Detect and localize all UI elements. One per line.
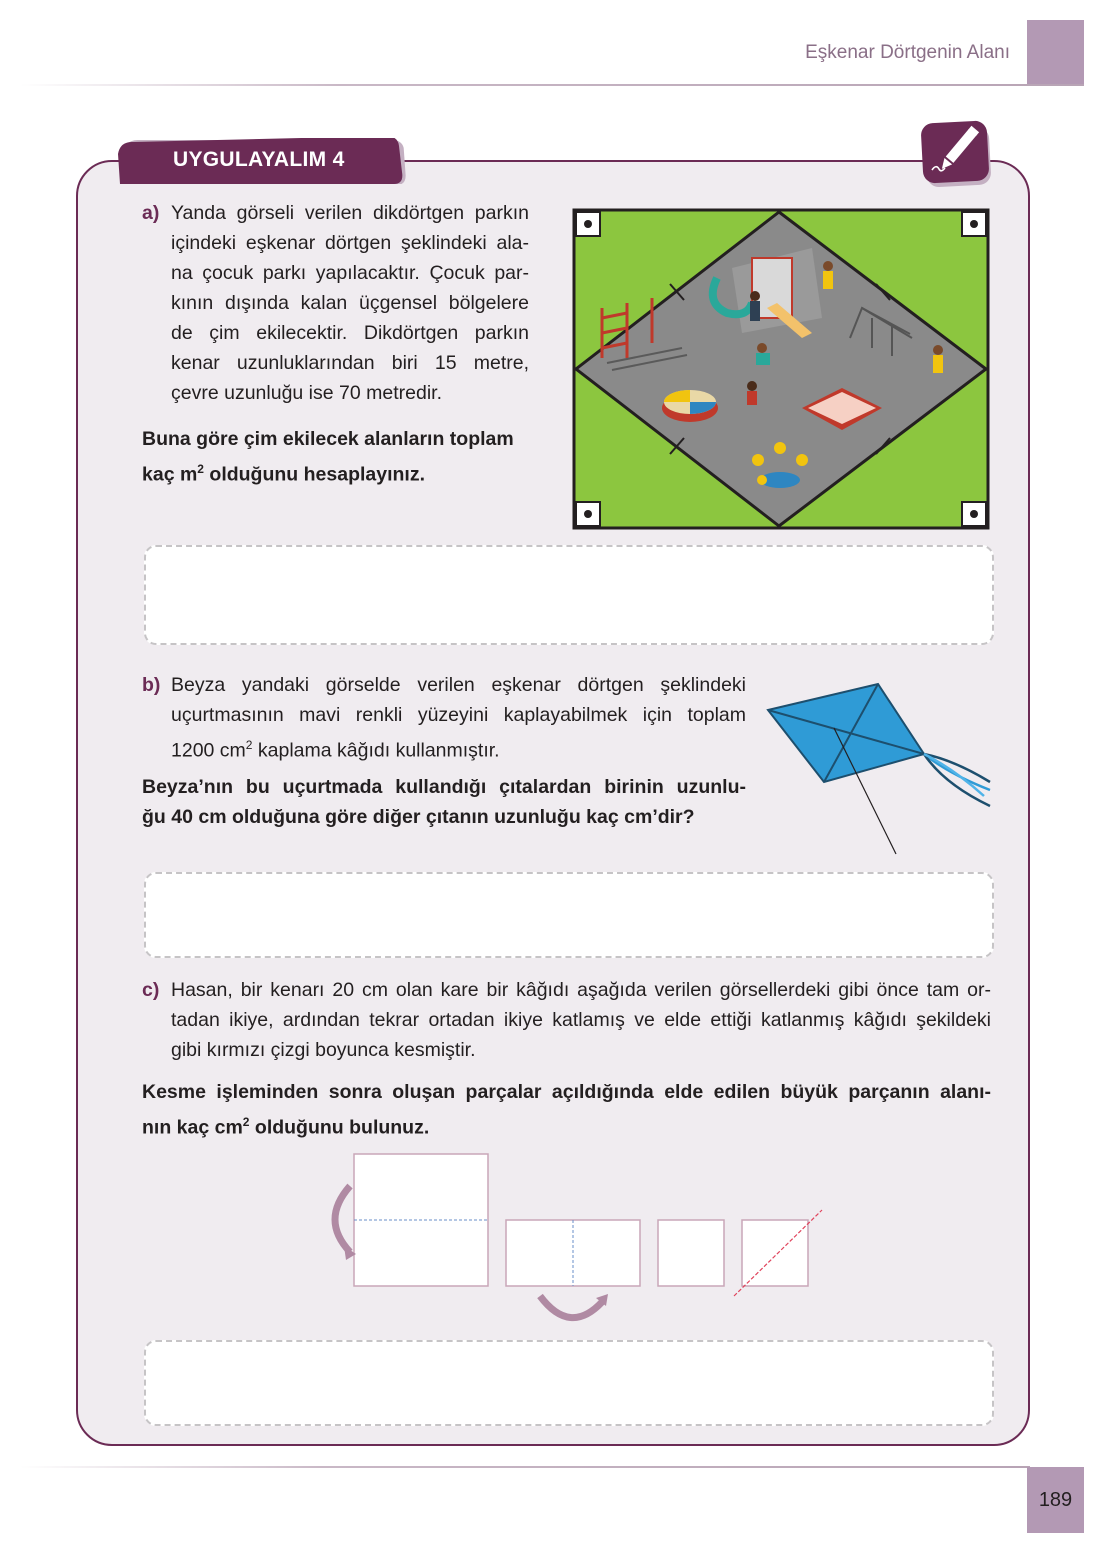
answer-box-a[interactable]: [144, 545, 994, 645]
section-title: UYGULAYALIM 4: [173, 148, 345, 171]
part-a-question: [142, 424, 542, 490]
answer-box-b[interactable]: [144, 872, 994, 958]
part-b-question: [142, 772, 746, 832]
page-number: 189: [1027, 1467, 1084, 1533]
part-a-question-line: Buna göre çim ekilecek alanların toplam: [142, 428, 514, 450]
part-a-line: de çim ekilecektir. Dikdörtgen parkın: [171, 322, 529, 344]
part-b-text: [171, 670, 746, 766]
part-a-question-line: kaç $m^2$ olduğunu hesaplayınız.: [142, 462, 425, 486]
answer-box-c[interactable]: [144, 1340, 994, 1426]
part-c-line: tadan ikiye, ardından tekrar ortadan ikiye katlamış ve elde ettiği katlanmış kâğıdı şekildeki: [171, 1009, 991, 1031]
merry-go-round: [662, 390, 718, 422]
part-b-label: b): [142, 674, 161, 696]
park-illustration: [572, 208, 990, 530]
part-c-line: gibi kırmızı çizgi boyunca kesmiştir.: [171, 1039, 476, 1061]
part-a-line: na çocuk parkı yapılacaktır. Çocuk par-: [171, 262, 529, 284]
part-c-label: c): [142, 979, 160, 1001]
folding-diagram: [310, 1148, 830, 1334]
part-b-question-line: ğu 40 cm olduğuna göre diğer çıtanın uzunluğu kaç cm’dir?: [142, 806, 695, 828]
part-a-label: a): [142, 202, 160, 224]
part-c-question-line: nın kaç $cm^2$ olduğunu bulunuz.: [142, 1115, 430, 1139]
part-a-line: Yanda görseli verilen dikdörtgen parkın: [171, 202, 529, 224]
part-b-line: Beyza yandaki görselde verilen eşkenar dörtgen şeklindeki: [171, 674, 746, 696]
kite-illustration: [764, 680, 996, 858]
part-c-question: [142, 1077, 991, 1143]
part-c-text: [171, 975, 991, 1065]
pencil-icon: [918, 118, 996, 188]
fold-arrow-icon: [540, 1296, 602, 1318]
running-header-title: Eşkenar Dörtgenin Alanı: [805, 42, 1010, 63]
part-b-line: uçurtmasının mavi renkli yüzeyini kaplayabilmek için toplam: [171, 704, 746, 726]
header-divider: [20, 84, 1084, 86]
part-c-question-line: Kesme işleminden sonra oluşan parçalar açıldığında elde edilen büyük parçanın alanı-: [142, 1081, 991, 1103]
part-b-line: 1200 $cm^2$ kaplama kâğıdı kullanmıştır.: [171, 738, 500, 762]
part-b-question-line: Beyza’nın bu uçurtmada kullandığı çıtalardan birinin uzunlu-: [142, 776, 746, 798]
fold-arrow-icon: [335, 1186, 350, 1252]
header-tab: [1027, 20, 1084, 84]
part-a-line: kenar uzunluklarından biri 15 metre,: [171, 352, 529, 374]
part-a-line: kının dışında kalan üçgensel bölgelere: [171, 292, 529, 314]
part-a-line: içindeki eşkenar dörtgen şeklindeki ala-: [171, 232, 529, 254]
part-c-line: Hasan, bir kenarı 20 cm olan kare bir kâğıdı aşağıda verilen görsellerdeki gibi önce tam or-: [171, 979, 991, 1001]
part-a-text: [171, 198, 529, 408]
footer-divider: [20, 1466, 1030, 1468]
part-a-line: çevre uzunluğu ise 70 metredir.: [171, 382, 442, 404]
